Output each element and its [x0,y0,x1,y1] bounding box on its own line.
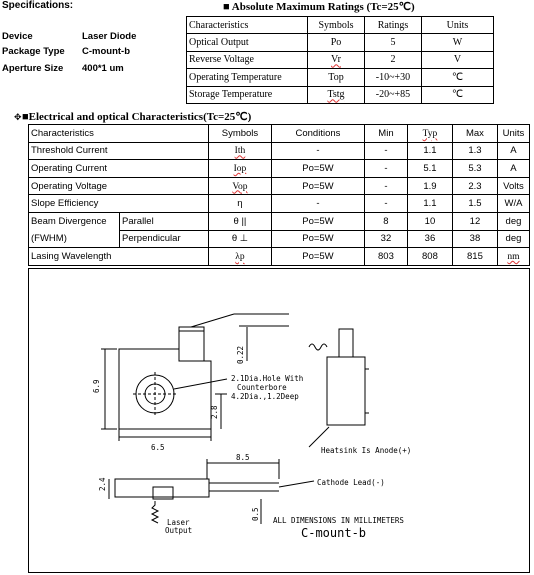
table-cell [208,142,271,160]
table-cell: Operating Current [29,160,209,178]
table-cell: Po [308,34,365,51]
table-cell: -10~+30 [365,69,422,86]
spec-row-device [2,31,136,42]
spec-key: Package Type [2,46,65,57]
table-cell: 803 [364,248,407,266]
table-header-row [29,125,530,143]
note-heatsink: Heatsink Is Anode(+) [321,446,412,455]
bottom-view-body [115,479,209,497]
table-cell: - [364,142,407,160]
table-cell: 1.5 [452,195,497,213]
table-cell: 36 [407,230,452,248]
table-cell [208,177,271,195]
dim-height: 6.9 [92,379,101,393]
abs-max-table [186,16,494,104]
table-cell: 8 [364,212,407,230]
table-cell: 1.9 [407,177,452,195]
table-cell: Po=5W [271,248,364,266]
divergence-label: Beam Divergence [31,215,107,227]
abs-max-title: ■ Absolute Maximum Ratings (Tc=25℃) [223,1,415,13]
note-hole-line2: Counterbore [237,383,287,392]
table-cell: deg [497,212,529,230]
table-cell: Optical Output [187,34,308,51]
table-cell: Parallel [120,212,209,230]
table-cell: - [364,160,407,178]
dim-bottom: 0.5 [251,507,260,521]
note-hole-line3: 4.2Dia.,1.2Deep [231,392,299,401]
header-cell: Ratings [365,17,422,34]
header-cell: Symbols [208,125,271,143]
spec-row-aperture [2,63,124,74]
table-cell: 808 [407,248,452,266]
table-row [187,34,494,51]
dim-side-length: 8.5 [236,453,250,462]
header-cell: Units [497,125,529,143]
table-cell: 5.1 [407,160,452,178]
table-row [29,195,530,213]
dim-width: 6.5 [151,443,165,452]
table-cell [308,51,365,68]
package-drawing-svg [29,269,529,572]
table-cell: 12 [452,212,497,230]
table-cell: 1.1 [407,142,452,160]
table-cell [208,160,271,178]
dim-top-gap: 0.22 [236,345,245,364]
table-cell: deg [497,230,529,248]
table-cell: 1.3 [452,142,497,160]
note-laser-line1: Laser [167,518,190,527]
electro-optical-title: ■Electrical and optical Characteristics(Tc=25℃) [22,111,252,123]
table-row [29,212,530,230]
table-cell: 32 [364,230,407,248]
spec-key: Device [2,31,33,42]
table-cell: 5.3 [452,160,497,178]
table-cell: - [271,142,364,160]
table-cell: Reverse Voltage [187,51,308,68]
table-cell: 815 [452,248,497,266]
table-cell: Slope Efficiency [29,195,209,213]
spec-value: Laser Diode [82,31,137,42]
spec-key: Aperture Size [2,63,64,74]
table-cell: -20~+85 [365,86,422,103]
table-cell: Top [308,69,365,86]
header-cell: Symbols [308,17,365,34]
table-cell: ℃ [422,86,494,103]
table-cell: 2 [365,51,422,68]
table-cell: A [497,160,529,178]
side-view-body [327,357,365,425]
table-cell: Storage Temperature [187,86,308,103]
specifications-title: Specifications: [2,0,74,11]
symbol-text: Iop [233,163,247,174]
dim-side-height: 2.4 [98,477,107,491]
table-cell: Volts [497,177,529,195]
table-cell: Po=5W [271,212,364,230]
spec-value: 400*1 um [82,63,124,74]
table-cell: W/A [497,195,529,213]
table-row [187,86,494,103]
symbol-text: Vop [232,181,248,192]
table-cell: Po=5W [271,230,364,248]
table-row [29,142,530,160]
table-row [29,248,530,266]
header-cell: Max [452,125,497,143]
front-view-chip [179,331,204,361]
table-row [187,69,494,86]
header-cell: Characteristics [187,17,308,34]
table-cell: W [422,34,494,51]
spec-value: C-mount-b [82,46,131,57]
note-hole-line1: 2.1Dia.Hole With [231,374,304,383]
table-row [29,160,530,178]
table-cell [497,248,529,266]
table-cell: V [422,51,494,68]
move-handle-icon: ✥ [14,112,22,122]
symbol-text: Tstg [327,89,345,101]
table-header-row [187,17,494,34]
table-cell: - [364,195,407,213]
spec-row-package [2,46,130,57]
table-cell: 5 [365,34,422,51]
header-cell: Units [422,17,494,34]
table-cell: Perpendicular [120,230,209,248]
table-cell [208,248,271,266]
package-drawing [28,268,530,573]
note-cathode: Cathode Lead(-) [317,478,385,487]
note-dimensions: ALL DIMENSIONS IN MILLIMETERS [273,516,404,525]
header-cell: Characteristics [29,125,209,143]
table-cell: θ ⊥ [208,230,271,248]
table-cell: η [208,195,271,213]
table-cell [308,86,365,103]
divergence-sublabel: (FWHM) [31,232,67,244]
electro-optical-table [28,124,530,266]
table-cell: Operating Voltage [29,177,209,195]
table-cell [29,212,120,247]
header-cell [407,125,452,143]
table-cell: 10 [407,212,452,230]
table-cell: θ || [208,212,271,230]
header-cell: Min [364,125,407,143]
table-cell: - [271,195,364,213]
symbol-text: Typ [422,128,438,139]
table-cell: Lasing Wavelength [29,248,209,266]
table-cell: 38 [452,230,497,248]
table-cell: - [364,177,407,195]
table-cell: 2.3 [452,177,497,195]
header-cell: Conditions [271,125,364,143]
table-cell: ℃ [422,69,494,86]
table-row [187,51,494,68]
package-name-label: C-mount-b [301,526,367,540]
table-cell: Po=5W [271,177,364,195]
table-cell: A [497,142,529,160]
note-laser-line2: Output [165,526,193,535]
table-row [29,177,530,195]
dim-hole-offset: 2.8 [210,405,219,419]
table-cell: Operating Temperature [187,69,308,86]
table-cell: Po=5W [271,160,364,178]
symbol-text: Vr [331,54,341,66]
symbol-text: nm [507,251,520,262]
table-cell: 1.1 [407,195,452,213]
symbol-text: λp [235,251,245,262]
symbol-text: Ith [234,146,246,157]
table-cell: Threshold Current [29,142,209,160]
